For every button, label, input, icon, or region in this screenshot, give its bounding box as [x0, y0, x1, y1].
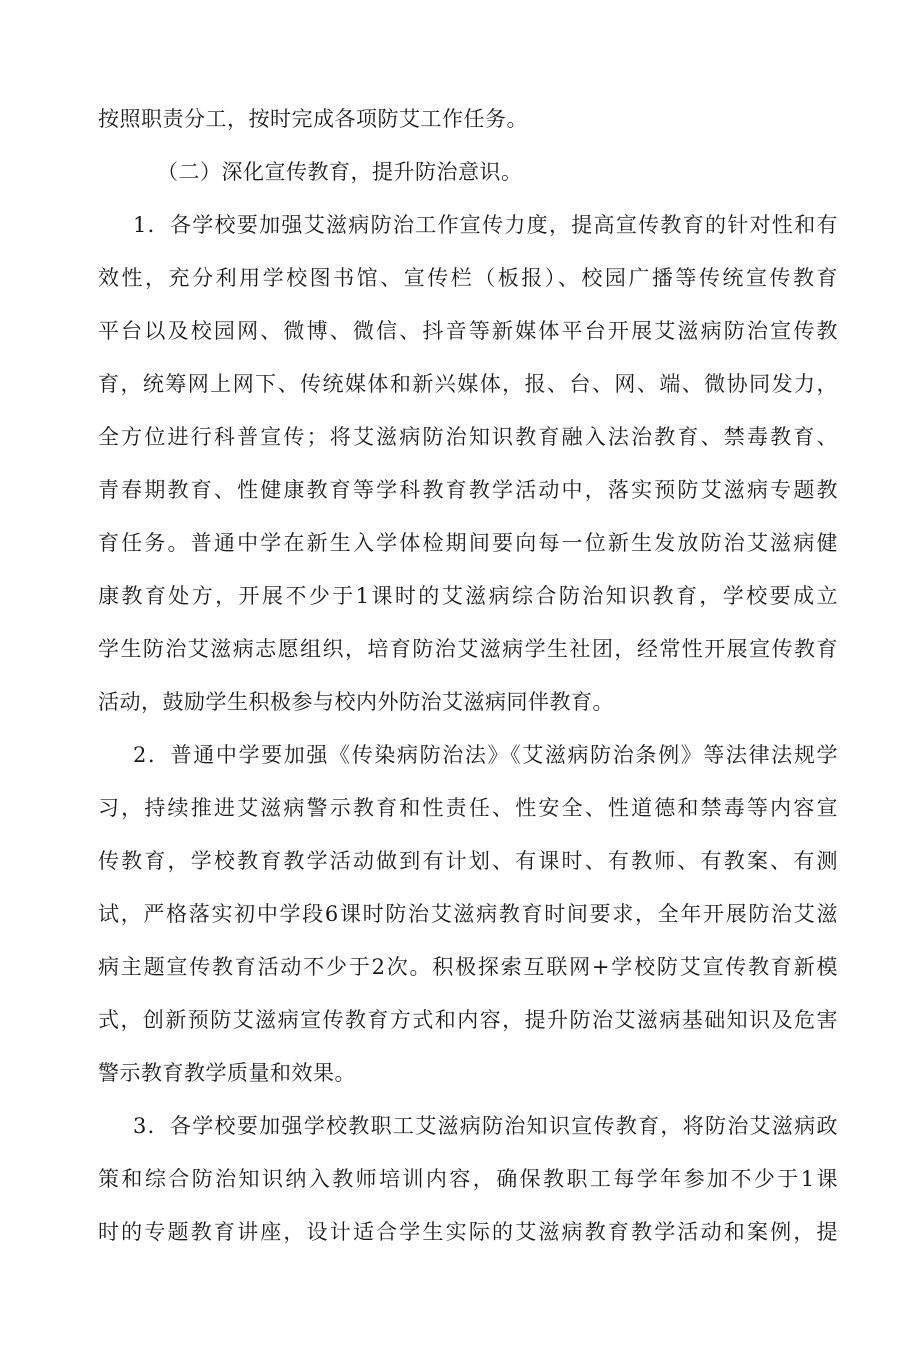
paragraph-line: 活动，鼓励学生积极参与校内外防治艾滋病同伴教育。: [98, 690, 614, 714]
paragraph-line: 3．各学校要加强学校教职工艾滋病防治知识宣传教育，将防治艾滋病政: [133, 1114, 838, 1138]
paragraph-line: 康教育处方，开展不少于1课时的艾滋病综合防治知识教育，学校要成立: [98, 584, 838, 608]
paragraph-line: 传教育，学校教育教学活动做到有计划、有课时、有教师、有教案、有测: [98, 849, 838, 873]
paragraph-line: 育，统筹网上网下、传统媒体和新兴媒体，报、台、网、端、微协同发力，: [98, 372, 838, 396]
paragraph-line: 1．各学校要加强艾滋病防治工作宣传力度，提高宣传教育的针对性和有: [133, 213, 838, 237]
paragraph-line: 全方位进行科普宣传；将艾滋病防治知识教育融入法治教育、禁毒教育、: [98, 425, 838, 449]
paragraph-line: 时的专题教育讲座，设计适合学生实际的艾滋病教育教学活动和案例，提: [98, 1220, 838, 1244]
paragraph-line: 学生防治艾滋病志愿组织，培育防治艾滋病学生社团，经常性开展宣传教育: [98, 637, 838, 661]
paragraph-line: 试，严格落实初中学段6课时防治艾滋病教育时间要求，全年开展防治艾滋: [98, 902, 838, 926]
paragraph-line: 效性，充分利用学校图书馆、宣传栏（板报）、校园广播等传统宣传教育: [98, 266, 838, 290]
paragraph-line: 按照职责分工，按时完成各项防艾工作任务。: [98, 107, 528, 131]
paragraph-line: 习，持续推进艾滋病警示教育和性责任、性安全、性道德和禁毒等内容宣: [98, 796, 838, 820]
paragraph-line: 式，创新预防艾滋病宣传教育方式和内容，提升防治艾滋病基础知识及危害: [98, 1008, 838, 1032]
paragraph-line: 平台以及校园网、微博、微信、抖音等新媒体平台开展艾滋病防治宣传教: [98, 319, 838, 343]
paragraph-line: 青春期教育、性健康教育等学科教育教学活动中，落实预防艾滋病专题教: [98, 478, 838, 502]
section-heading: （二）深化宣传教育，提升防治意识。: [157, 160, 523, 184]
paragraph-line: 育任务。普通中学在新生入学体检期间要向每一位新生发放防治艾滋病健: [98, 531, 838, 555]
paragraph-line: 病主题宣传教育活动不少于2次。积极探索互联网+学校防艾宣传教育新模: [98, 955, 838, 979]
paragraph-line: 2．普通中学要加强《传染病防治法》《艾滋病防治条例》等法律法规学: [133, 743, 838, 767]
paragraph-line: 策和综合防治知识纳入教师培训内容，确保教职工每学年参加不少于1课: [98, 1167, 838, 1191]
paragraph-line: 警示教育教学质量和效果。: [98, 1061, 356, 1085]
